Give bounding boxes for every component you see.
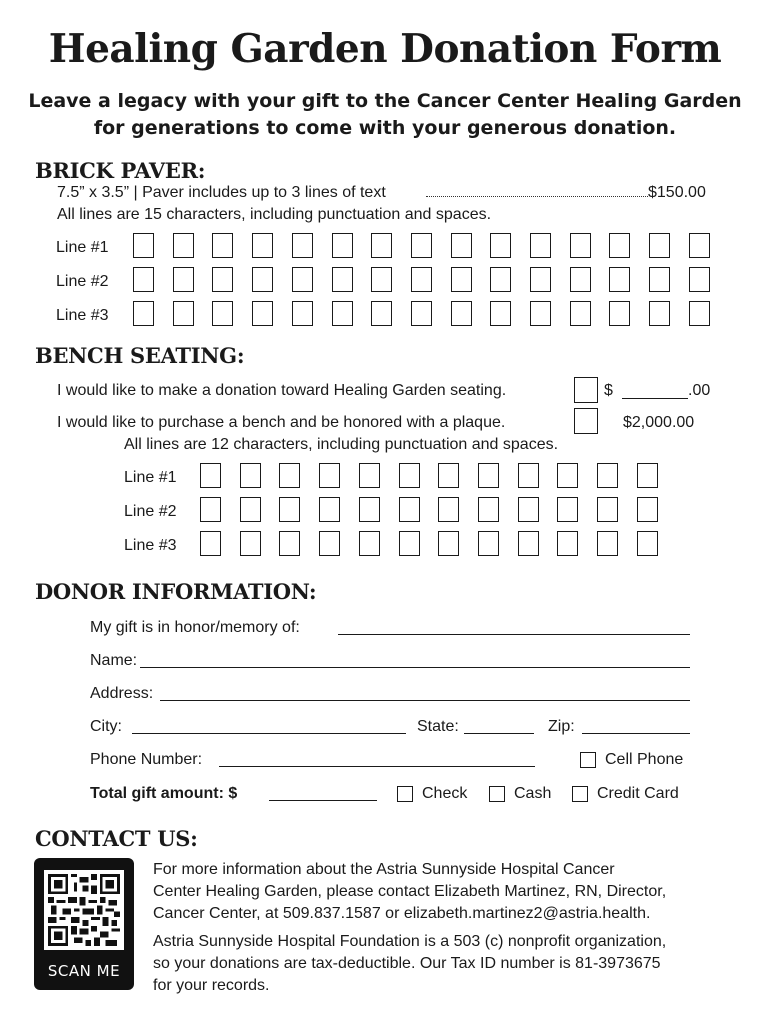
- bench-line-3-char-box[interactable]: [557, 531, 578, 556]
- bench-line-1-char-box[interactable]: [438, 463, 459, 488]
- total-gift-label: Total gift amount: $: [90, 785, 238, 802]
- brick-line-3-char-box[interactable]: [212, 301, 233, 326]
- bench-line-3-char-box[interactable]: [518, 531, 539, 556]
- brick-line-1-char-box[interactable]: [411, 233, 432, 258]
- check-label: Check: [422, 785, 468, 802]
- city-field[interactable]: [132, 733, 406, 734]
- phone-field[interactable]: [219, 766, 535, 767]
- bench-option-2-label: I would like to purchase a bench and be honored with a plaque.: [57, 414, 506, 431]
- brick-line-label-2: Line #2: [56, 273, 109, 290]
- brick-line-1-char-box[interactable]: [490, 233, 511, 258]
- bench-line-label-2: Line #2: [124, 503, 177, 520]
- qr-code-badge[interactable]: [34, 858, 134, 990]
- brick-line-1-char-box[interactable]: [570, 233, 591, 258]
- brick-line-2-char-box[interactable]: [212, 267, 233, 292]
- bench-note: All lines are 12 characters, including punctuation and spaces.: [124, 436, 559, 453]
- credit-card-label: Credit Card: [597, 785, 679, 802]
- bench-line-2-char-box[interactable]: [399, 497, 420, 522]
- brick-line-2-char-box[interactable]: [252, 267, 273, 292]
- brick-line-3-char-box[interactable]: [292, 301, 313, 326]
- bench-line-2-char-box[interactable]: [319, 497, 340, 522]
- brick-line-3-char-box[interactable]: [252, 301, 273, 326]
- bench-option-1-label: I would like to make a donation toward Healing Garden seating.: [57, 382, 507, 399]
- check-checkbox[interactable]: [397, 786, 413, 802]
- bench-line-3-char-box[interactable]: [279, 531, 300, 556]
- brick-line-2-char-box[interactable]: [570, 267, 591, 292]
- brick-line-3-char-box[interactable]: [451, 301, 472, 326]
- contact-heading: CONTACT US:: [35, 826, 198, 851]
- bench-line-1-char-box[interactable]: [399, 463, 420, 488]
- bench-line-1-char-box[interactable]: [319, 463, 340, 488]
- bench-line-3-char-box[interactable]: [438, 531, 459, 556]
- brick-line-1-char-box[interactable]: [451, 233, 472, 258]
- cash-label: Cash: [514, 785, 552, 802]
- brick-line-3-char-box[interactable]: [332, 301, 353, 326]
- brick-line-3-char-box[interactable]: [173, 301, 194, 326]
- total-gift-field[interactable]: [269, 800, 377, 801]
- phone-label: Phone Number:: [90, 751, 203, 768]
- contact-p2-line-3: for your records.: [153, 977, 270, 994]
- brick-paver-heading: BRICK PAVER:: [35, 158, 206, 183]
- subtitle-line-2: for generations to come with your generous donation.: [93, 117, 677, 139]
- bench-line-2-char-box[interactable]: [557, 497, 578, 522]
- bench-purchase-price: $2,000.00: [623, 414, 695, 431]
- brick-line-1-char-box[interactable]: [332, 233, 353, 258]
- brick-line-label-1: Line #1: [56, 239, 109, 256]
- brick-line-1-char-box[interactable]: [609, 233, 630, 258]
- brick-line-2-char-box[interactable]: [490, 267, 511, 292]
- brick-line-3-char-box[interactable]: [371, 301, 392, 326]
- bench-donation-cents: .00: [688, 382, 711, 399]
- brick-line-1-char-box[interactable]: [689, 233, 710, 258]
- bench-line-3-char-box[interactable]: [359, 531, 380, 556]
- state-field[interactable]: [464, 733, 534, 734]
- contact-p1-line-2: Center Healing Garden, please contact Elizabeth Martinez, RN, Director,: [153, 883, 667, 900]
- bench-seating-heading: BENCH SEATING:: [35, 343, 245, 368]
- bench-line-1-char-box[interactable]: [359, 463, 380, 488]
- brick-line-3-char-box[interactable]: [649, 301, 670, 326]
- brick-paver-description: 7.5” x 3.5” | Paver includes up to 3 lines of text: [57, 184, 386, 201]
- page-title: Healing Garden Donation Form: [48, 26, 722, 72]
- zip-field[interactable]: [582, 733, 690, 734]
- contact-paragraph-1: [153, 859, 733, 925]
- bench-line-1-char-box[interactable]: [200, 463, 221, 488]
- name-field[interactable]: [140, 667, 690, 668]
- honor-memory-field[interactable]: [338, 634, 690, 635]
- bench-line-3-char-box[interactable]: [478, 531, 499, 556]
- bench-line-3-char-box[interactable]: [200, 531, 221, 556]
- bench-donation-checkbox[interactable]: [574, 377, 598, 403]
- bench-line-2-char-box[interactable]: [438, 497, 459, 522]
- bench-line-1-char-box[interactable]: [478, 463, 499, 488]
- bench-line-3-char-box[interactable]: [637, 531, 658, 556]
- brick-line-1-char-box[interactable]: [649, 233, 670, 258]
- brick-line-label-3: Line #3: [56, 307, 109, 324]
- bench-line-1-char-box[interactable]: [279, 463, 300, 488]
- qr-code-icon: [44, 870, 124, 950]
- brick-line-1-char-box[interactable]: [292, 233, 313, 258]
- bench-line-2-char-box[interactable]: [359, 497, 380, 522]
- bench-donation-dollar-sign: $: [604, 382, 613, 399]
- bench-line-2-char-box[interactable]: [597, 497, 618, 522]
- contact-paragraph-2: [153, 931, 733, 997]
- bench-line-label-3: Line #3: [124, 537, 177, 554]
- brick-line-2-char-box[interactable]: [292, 267, 313, 292]
- cash-checkbox[interactable]: [489, 786, 505, 802]
- brick-line-3-char-box[interactable]: [490, 301, 511, 326]
- brick-line-2-char-box[interactable]: [609, 267, 630, 292]
- brick-line-3-char-box[interactable]: [411, 301, 432, 326]
- bench-line-3-char-box[interactable]: [240, 531, 261, 556]
- brick-line-1-char-box[interactable]: [371, 233, 392, 258]
- brick-line-1-char-box[interactable]: [173, 233, 194, 258]
- address-field[interactable]: [160, 700, 690, 701]
- qr-scan-label: SCAN ME: [47, 962, 121, 980]
- zip-label: Zip:: [548, 718, 575, 735]
- price-leader-dots: [426, 196, 648, 197]
- brick-line-1-char-box[interactable]: [133, 233, 154, 258]
- brick-line-1-char-box[interactable]: [252, 233, 273, 258]
- brick-line-3-char-box[interactable]: [530, 301, 551, 326]
- brick-line-2-char-box[interactable]: [530, 267, 551, 292]
- bench-line-label-1: Line #1: [124, 469, 177, 486]
- brick-line-2-char-box[interactable]: [371, 267, 392, 292]
- subtitle-line-1: Leave a legacy with your gift to the Cancer Center Healing Garden: [28, 90, 742, 112]
- brick-line-2-char-box[interactable]: [173, 267, 194, 292]
- brick-line-2-char-box[interactable]: [451, 267, 472, 292]
- bench-line-1-char-box[interactable]: [637, 463, 658, 488]
- contact-p1-line-1: For more information about the Astria Sunnyside Hospital Cancer: [153, 861, 615, 878]
- bench-line-1-char-box[interactable]: [518, 463, 539, 488]
- bench-line-1-char-box[interactable]: [240, 463, 261, 488]
- brick-line-3-char-box[interactable]: [133, 301, 154, 326]
- brick-line-2-char-box[interactable]: [133, 267, 154, 292]
- cell-phone-label: Cell Phone: [605, 751, 684, 768]
- contact-p2-line-1: Astria Sunnyside Hospital Foundation is a 503 (c) nonprofit organization,: [153, 933, 667, 950]
- brick-line-3-char-box[interactable]: [570, 301, 591, 326]
- address-label: Address:: [90, 685, 154, 702]
- brick-line-2-char-box[interactable]: [332, 267, 353, 292]
- bench-line-2-char-box[interactable]: [240, 497, 261, 522]
- brick-line-1-char-box[interactable]: [212, 233, 233, 258]
- credit-card-checkbox[interactable]: [572, 786, 588, 802]
- brick-line-2-char-box[interactable]: [649, 267, 670, 292]
- bench-line-1-char-box[interactable]: [597, 463, 618, 488]
- bench-line-2-char-box[interactable]: [279, 497, 300, 522]
- city-label: City:: [90, 718, 122, 735]
- bench-line-2-char-box[interactable]: [637, 497, 658, 522]
- brick-line-2-char-box[interactable]: [411, 267, 432, 292]
- name-label: Name:: [90, 652, 138, 669]
- bench-line-3-char-box[interactable]: [319, 531, 340, 556]
- bench-donation-amount-field[interactable]: [622, 398, 688, 399]
- bench-purchase-checkbox[interactable]: [574, 408, 598, 434]
- state-label: State:: [417, 718, 459, 735]
- bench-line-3-char-box[interactable]: [597, 531, 618, 556]
- bench-line-2-char-box[interactable]: [200, 497, 221, 522]
- brick-paver-price: $150.00: [648, 184, 706, 201]
- brick-line-1-char-box[interactable]: [530, 233, 551, 258]
- brick-line-2-char-box[interactable]: [689, 267, 710, 292]
- bench-line-3-char-box[interactable]: [399, 531, 420, 556]
- bench-line-1-char-box[interactable]: [557, 463, 578, 488]
- page-subtitle: [0, 88, 770, 142]
- brick-line-3-char-box[interactable]: [609, 301, 630, 326]
- contact-p2-line-2: so your donations are tax-deductible. Our Tax ID number is 81-3973675: [153, 955, 661, 972]
- contact-p1-line-3: Cancer Center, at 509.837.1587 or elizabeth.martinez2@astria.health.: [153, 905, 651, 922]
- bench-line-2-char-box[interactable]: [478, 497, 499, 522]
- donor-info-heading: DONOR INFORMATION:: [35, 579, 317, 604]
- brick-paver-note: All lines are 15 characters, including punctuation and spaces.: [57, 206, 492, 223]
- honor-memory-label: My gift is in honor/memory of:: [90, 619, 300, 636]
- cell-phone-checkbox[interactable]: [580, 752, 596, 768]
- bench-line-2-char-box[interactable]: [518, 497, 539, 522]
- brick-line-3-char-box[interactable]: [689, 301, 710, 326]
